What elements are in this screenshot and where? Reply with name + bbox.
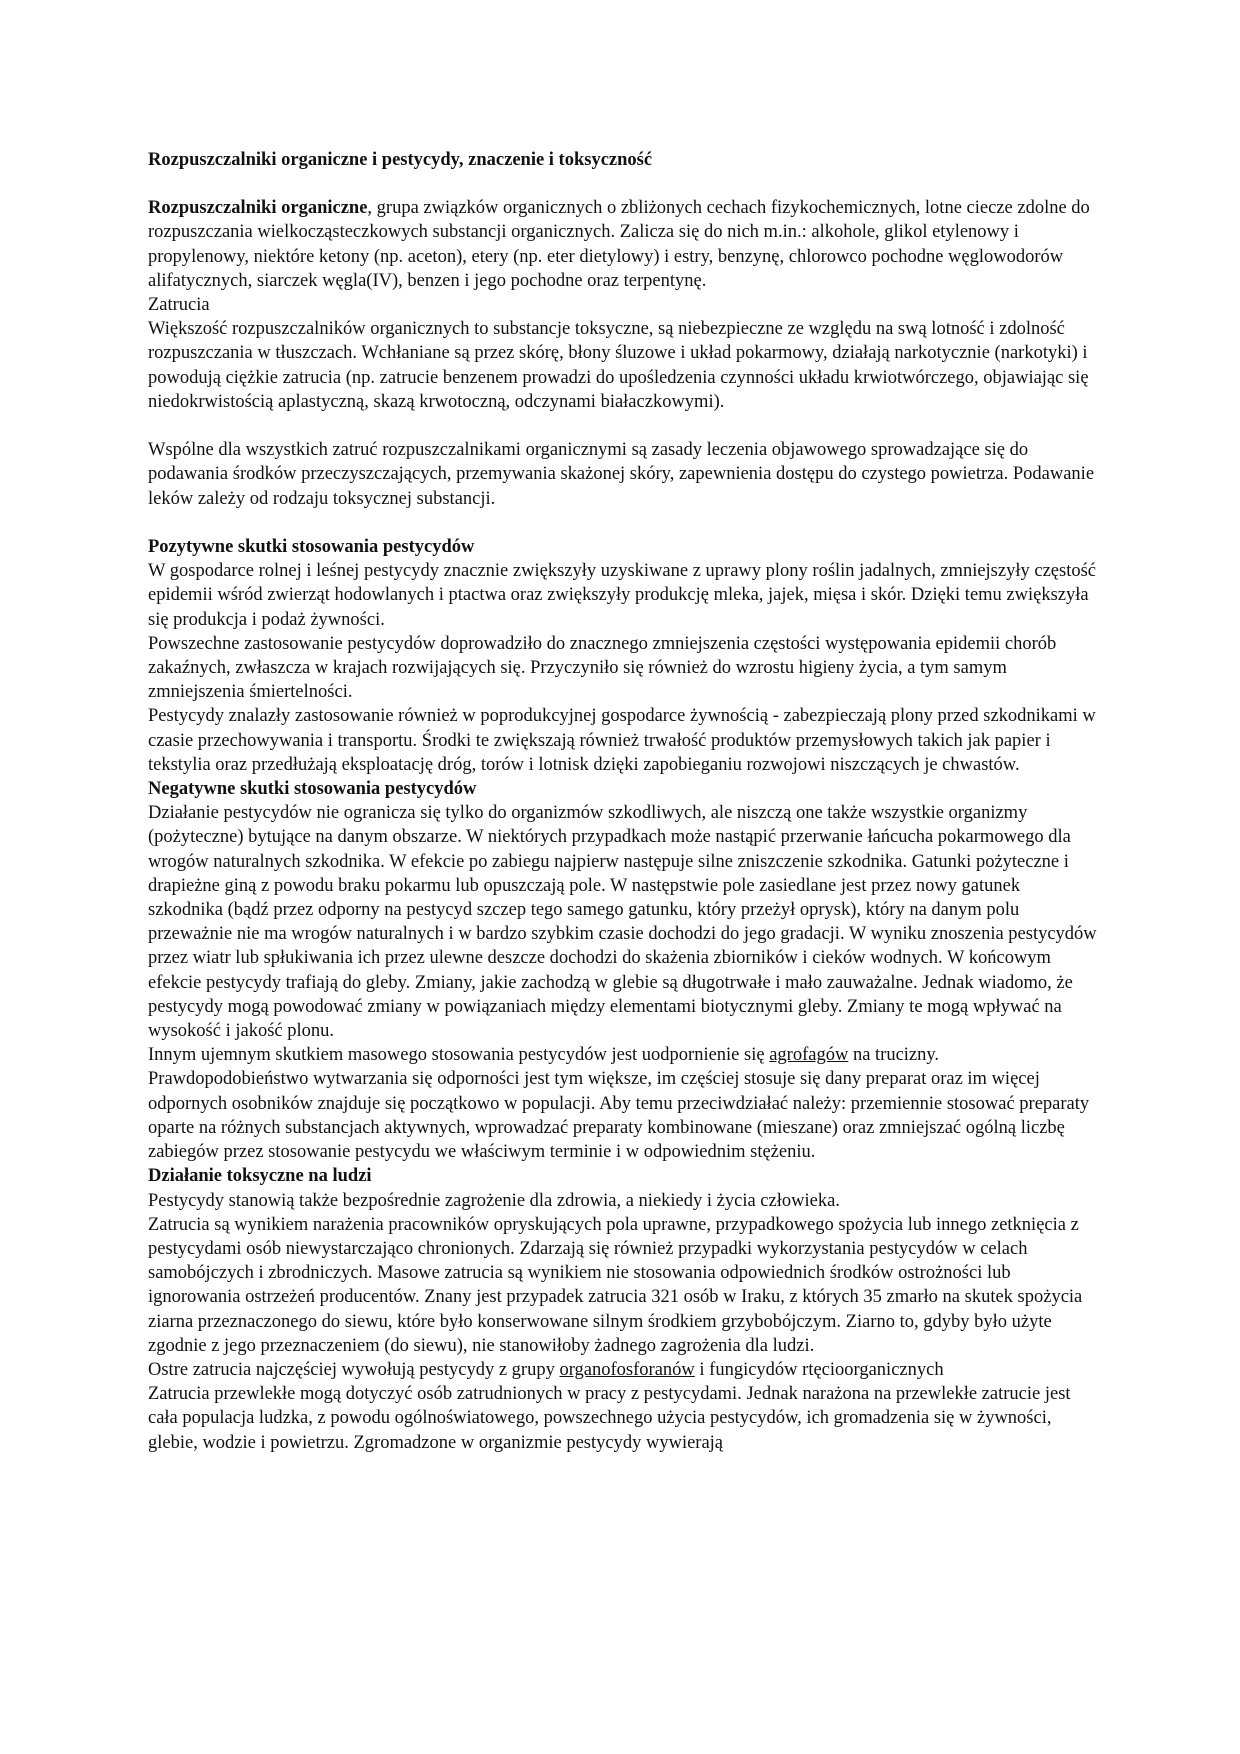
negative-paragraph-2-start: Innym ujemnym skutkiem masowego stosowania pestycydów jest uodpornienie się [148, 1045, 770, 1066]
positive-paragraph-2: Powszechne zastosowanie pestycydów doprowadziło do znacznego zmniejszenia częstości występowania epidemii chorób zakaźnych, zwłaszcza w krajach rozwijających się. Przyczyniło się również do wzrostu higieny życia, a tym samym zmniejszenia śmiertelności. [148, 633, 1057, 703]
intro-paragraph [148, 196, 1098, 293]
positive-effects-heading: Pozytywne skutki stosowania pestycydów [148, 537, 475, 558]
poisoning-label: Zatrucia [148, 295, 210, 316]
toxic-paragraph-1: Pestycydy stanowią także bezpośrednie zagrożenie dla zdrowia, a niekiedy i życia człowieka. [148, 1190, 840, 1211]
agrofagow-link[interactable]: agrofagów [769, 1045, 849, 1066]
document-page [148, 148, 1098, 1455]
positive-paragraph-3: Pestycydy znalazły zastosowanie również w poprodukcyjnej gospodarce żywnością - zabezpieczają plony przed szkodnikami w czasie przechowywania i transportu. Środki te zwiększają również trwałość produktów przemysłowych takich jak papier i tekstylia oraz przedłużają eksploatację dróg, torów i lotnisk dzięki zapobieganiu rozwojowi niszczących je chwastów. [148, 706, 1096, 775]
intro-text: , grupa związków organicznych o zbliżonych cechach fizykochemicznych, lotne ciecze zdolne do rozpuszczania wielkocząsteczkowych substancji organicznych. Zalicza się do nich m.in.: alkohole, glikol etylenowy i propylenowy, niektóre ketony (np. aceton), etery (np. eter dietylowy) i estry, benzynę, chlorowco pochodne węglowodorów alifatycznych, siarczek węgla(IV), benzen i jego pochodne oraz terpentynę. [148, 198, 1090, 291]
toxic-paragraph-3-end: i fungicydów rtęcioorganicznych [694, 1359, 944, 1380]
document-title: Rozpuszczalniki organiczne i pestycydy, znaczenie i toksyczność [148, 150, 653, 170]
positive-paragraph-1: W gospodarce rolnej i leśnej pestycydy znacznie zwiększyły uzyskiwane z uprawy plony roślin jadalnych, zmniejszyły częstość epidemii wśród zwierząt hodowlanych i ptactwa oraz zwiększyły produkcję mleka, jajek, mięsa i skór. Dzięki temu zwiększyła się produkcja i podaż żywności. [148, 561, 1096, 630]
organofosforanow-link[interactable]: organofosforanów [559, 1359, 695, 1380]
toxic-paragraph-4: Zatrucia przewlekłe mogą dotyczyć osób zatrudnionych w pracy z pestycydami. Jednak narażona na przewlekłe zatrucie jest cała populacja ludzka, z powodu ogólnoświatowego, powszechnego użycia pestycydów, ich gromadzenia się w żywności, glebie, wodzie i powietrzu. Zgromadzone w organizmie pestycydy wywierają [148, 1384, 1071, 1453]
poisoning-paragraph: Większość rozpuszczalników organicznych to substancje toksyczne, są niebezpieczne ze względu na swą lotność i zdolność rozpuszczania w tłuszczach. Wchłaniane są przez skórę, błony śluzowe i układ pokarmowy, działają narkotycznie (narkotyki) i powodują ciężkie zatrucia (np. zatrucie benzenem prowadzi do upośledzenia czynności układu krwiotwórczego, objawiając się niedokrwistością aplastyczną, skazą krwotoczną, odczynami białaczkowymi). [148, 319, 1089, 412]
treatment-paragraph: Wspólne dla wszystkich zatruć rozpuszczalnikami organicznymi są zasady leczenia objawowego sprowadzające się do podawania środków przeczyszczających, przemywania skażonej skóry, zapewnienia dostępu do czystego powietrza. Podawanie leków zależy od rodzaju toksycznej substancji. [148, 440, 1095, 509]
negative-effects-heading: Negatywne skutki stosowania pestycydów [148, 779, 477, 800]
toxic-paragraph-3-start: Ostre zatrucia najczęściej wywołują pestycydy z grupy [148, 1359, 560, 1380]
paragraph-gap [148, 511, 1098, 535]
negative-paragraph-1: Działanie pestycydów nie ogranicza się tylko do organizmów szkodliwych, ale niszczą one także wszystkie organizmy (pożyteczne) bytujące na danym obszarze. W niektórych przypadkach może nastąpić przerwanie łańcucha pokarmowego dla wrogów naturalnych szkodnika. W efekcie po zabiegu najpierw następuje silne zniszczenie szkodnika. Gatunki pożyteczne i drapieżne giną z powodu braku pokarmu lub opuszczają pole. W następstwie pole zasiedlane jest przez nowy gatunek szkodnika (bądź przez odporny na pestycyd szczep tego samego gatunku, który przeżył oprysk), który na danym polu przeważnie nie ma wrogów naturalnych i w bardzo szybkim czasie dochodzi do jego gradacji. W wyniku znoszenia pestycydów przez wiatr lub spłukiwania ich przez ulewne deszcze dochodzi do skażenia zbiorników i cieków wodnych. W końcowym efekcie pestycydy trafiają do gleby. Zmiany, jakie zachodzą w glebie są długotrwałe i mało zauważalne. Jednak wiadomo, że pestycydy mogą powodować zmiany w powiązaniach między elementami biotycznymi gleby. Zmiany te mogą wpływać na wysokość i jakość plonu. [148, 803, 1097, 1042]
toxic-paragraph-3 [148, 1358, 1098, 1382]
negative-paragraph-2-end: na trucizny. Prawdopodobieństwo wytwarzania się odporności jest tym większe, im częściej stosuje się dany preparat oraz im więcej odpornych osobników znajduje się początkowo w populacji. Aby temu przeciwdziałać należy: przemiennie stosować preparaty oparte na różnych substancjach aktywnych, wprowadzać preparaty kombinowane (mieszane) oraz zmniejszać ogólną liczbę zabiegów przez stosowanie pestycydu we właściwym terminie i w odpowiednim stężeniu. [148, 1045, 1090, 1163]
toxic-effects-heading: Działanie toksyczne na ludzi [148, 1166, 372, 1187]
toxic-paragraph-2: Zatrucia są wynikiem narażenia pracowników opryskujących pola uprawne, przypadkowego spożycia lub innego zetknięcia z pestycydami osób niewystarczająco chronionych. Zdarzają się również przypadki wykorzystania pestycydów w celach samobójczych i zbrodniczych. Masowe zatrucia są wynikiem nie stosowania odpowiednich środków ostrożności lub ignorowania ostrzeżeń producentów. Znany jest przypadek zatrucia 321 osób w Iraku, z których 35 zmarło na skutek spożycia ziarna przeznaczonego do siewu, które było konserwowane silnym środkiem grzybobójczym. Ziarno to, gdyby było użyte zgodnie z jego przeznaczeniem (do siewu), nie stanowiłoby żadnego zagrożenia dla ludzi. [148, 1214, 1083, 1356]
negative-paragraph-2 [148, 1043, 1098, 1164]
intro-term: Rozpuszczalniki organiczne [148, 198, 368, 219]
paragraph-gap [148, 414, 1098, 438]
